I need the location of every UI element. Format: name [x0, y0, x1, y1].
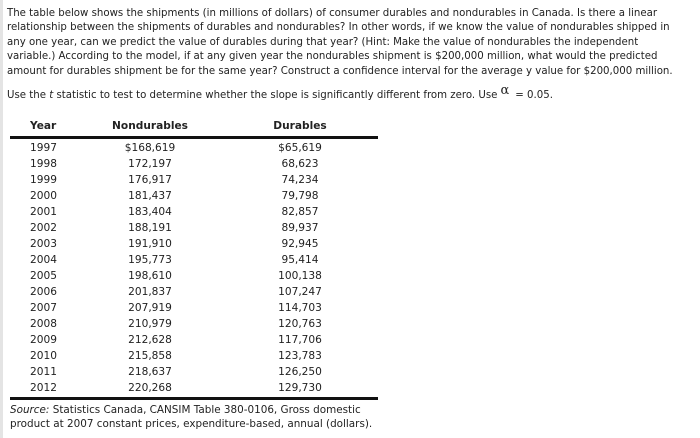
cell-year: 1999	[30, 174, 57, 186]
instruction-text: Use the	[7, 90, 50, 101]
cell-nondurables: 210,979	[128, 318, 172, 330]
source-note	[10, 403, 372, 431]
table-row	[10, 236, 378, 252]
instruction-text: statistic to test to determine whether the slope is significantly different from zero. Use	[53, 90, 498, 101]
shipments-table	[10, 118, 378, 401]
cell-nondurables: 212,628	[128, 334, 172, 346]
cell-durables: 117,706	[278, 334, 322, 346]
left-border	[0, 0, 3, 438]
table-row	[10, 204, 378, 220]
cell-year: 2000	[30, 190, 57, 202]
table-row	[10, 220, 378, 236]
cell-year: 2002	[30, 222, 57, 234]
cell-nondurables: 201,837	[128, 286, 172, 298]
table-row	[10, 316, 378, 332]
cell-nondurables: $168,619	[124, 142, 176, 154]
cell-durables: 114,703	[278, 302, 322, 314]
table-row	[10, 188, 378, 204]
cell-nondurables: 176,917	[128, 174, 172, 186]
cell-durables: 68,623	[281, 158, 319, 170]
source-text: Statistics Canada, CANSIM Table 380-0106, Gross domestic	[49, 404, 361, 416]
cell-year: 2008	[30, 318, 57, 330]
header-durables: Durables	[273, 120, 327, 132]
cell-nondurables: 191,910	[128, 238, 172, 250]
source-text: product at 2007 constant prices, expenditure-based, annual (dollars).	[10, 418, 373, 430]
cell-durables: 89,937	[281, 222, 319, 234]
cell-durables: 126,250	[278, 366, 322, 378]
cell-nondurables: 215,858	[128, 350, 172, 362]
cell-durables: 123,783	[278, 350, 322, 362]
table-row	[10, 364, 378, 380]
table-row	[10, 348, 378, 364]
cell-durables: 120,763	[278, 318, 322, 330]
t-test-instruction	[7, 83, 553, 103]
cell-year: 1997	[30, 142, 57, 154]
cell-durables: 74,234	[281, 174, 319, 186]
cell-durables: 79,798	[281, 190, 319, 202]
t-symbol: t	[49, 90, 54, 101]
cell-year: 2007	[30, 302, 57, 314]
cell-nondurables: 207,919	[128, 302, 172, 314]
cell-year: 2006	[30, 286, 57, 298]
cell-year: 2003	[30, 238, 57, 250]
cell-nondurables: 188,191	[128, 222, 172, 234]
table-row	[10, 268, 378, 284]
question-text	[7, 7, 697, 79]
footer-rule	[10, 397, 378, 400]
cell-year: 2012	[30, 382, 57, 394]
alpha-symbol: α	[500, 83, 510, 98]
table-row	[10, 252, 378, 268]
source-label: Source:	[10, 404, 50, 416]
table-row	[10, 140, 378, 156]
table-row	[10, 284, 378, 300]
cell-year: 2011	[30, 366, 57, 378]
cell-year: 2009	[30, 334, 57, 346]
table-row	[10, 332, 378, 348]
cell-nondurables: 198,610	[128, 270, 172, 282]
question-line: variable.) According to the model, if at any given year the nondurables shipment is $200,000 million, what would the predicted	[7, 51, 658, 63]
table-row	[10, 300, 378, 316]
cell-durables: 129,730	[278, 382, 322, 394]
question-line: any one year, can we predict the value of durables during that year? (Hint: Make the value of nondurables the independent	[7, 36, 639, 48]
cell-nondurables: 218,637	[128, 366, 172, 378]
cell-durables: 100,138	[278, 270, 322, 282]
cell-durables: $65,619	[278, 142, 322, 154]
table-row	[10, 172, 378, 188]
table-row	[10, 156, 378, 172]
question-line: relationship between the shipments of durables and nondurables? In other words, if we know the value of nondurables shipped in	[7, 22, 670, 34]
question-line: The table below shows the shipments (in millions of dollars) of consumer durables and nondurables in Canada. Is there a linear	[7, 8, 658, 19]
cell-durables: 95,414	[281, 254, 319, 266]
table-header	[10, 118, 378, 135]
cell-durables: 107,247	[278, 286, 322, 298]
cell-durables: 92,945	[281, 238, 319, 250]
header-rule	[10, 136, 378, 139]
cell-durables: 82,857	[281, 206, 319, 218]
alpha-value: = 0.05.	[515, 90, 553, 101]
cell-year: 2005	[30, 270, 57, 282]
cell-nondurables: 195,773	[128, 254, 172, 266]
table-row	[10, 380, 378, 396]
table-body	[10, 140, 378, 396]
cell-nondurables: 183,404	[128, 206, 172, 218]
cell-year: 2001	[30, 206, 57, 218]
cell-nondurables: 181,437	[128, 190, 172, 202]
cell-year: 1998	[30, 158, 57, 170]
header-year: Year	[30, 120, 57, 132]
cell-nondurables: 220,268	[128, 382, 172, 394]
cell-year: 2010	[30, 350, 57, 362]
header-nondurables: Nondurables	[112, 120, 188, 132]
question-line: amount for durables shipment be for the same year? Construct a confidence interval for the average y value for $200,000 million.	[7, 65, 673, 77]
cell-nondurables: 172,197	[128, 158, 172, 170]
cell-year: 2004	[30, 254, 57, 266]
